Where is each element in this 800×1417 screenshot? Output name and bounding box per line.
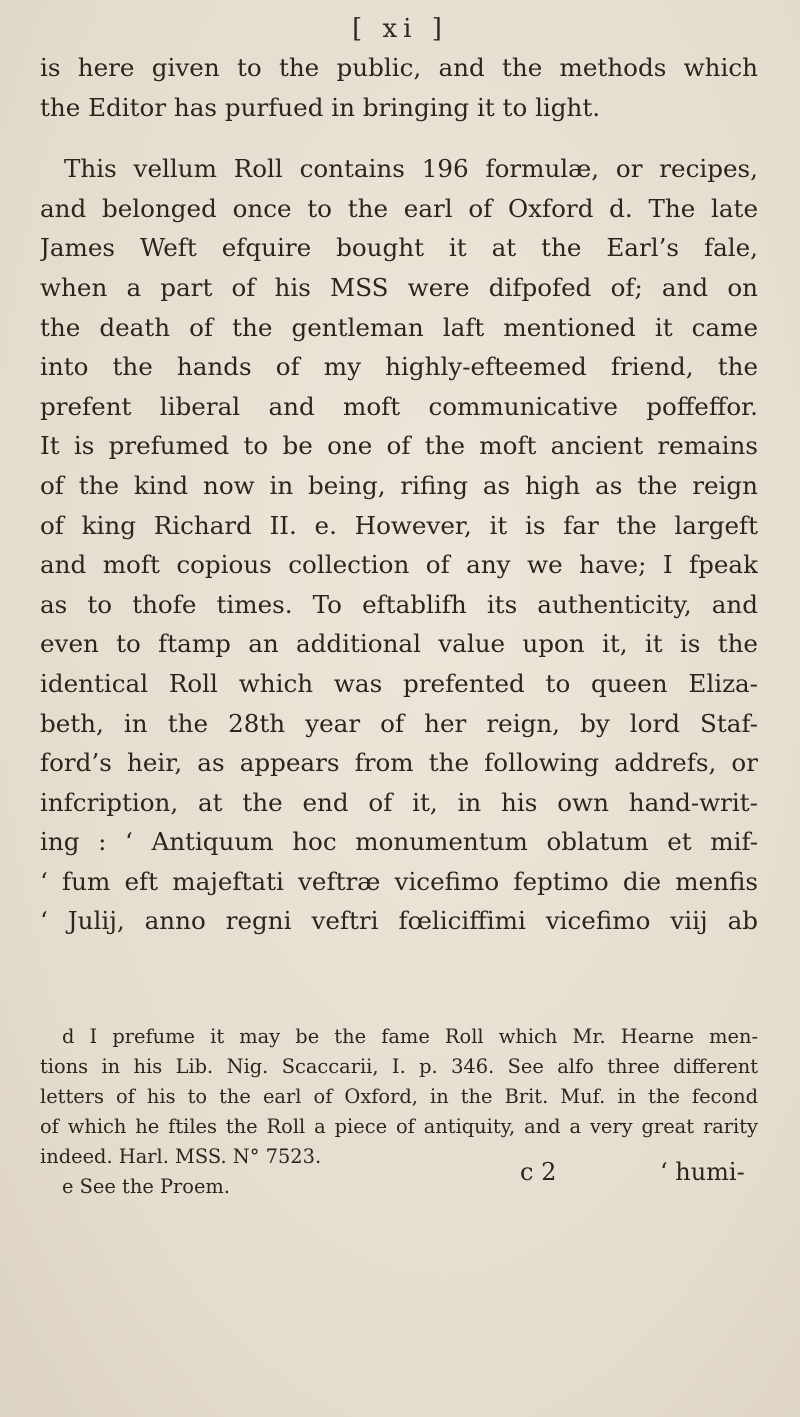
text-line: infcription, at the end of it, in his own hand-writ- xyxy=(40,787,758,817)
text-line: of king Richard II. e. However, it is far the largeft xyxy=(40,510,758,540)
text-line: beth, in the 28th year of her reign, by lord Staf- xyxy=(40,708,758,738)
footnote-line: indeed. Harl. MSS. N° 7523. xyxy=(40,1145,322,1168)
footnote-line: tions in his Lib. Nig. Scaccarii, I. p. 346. See alfo three different xyxy=(40,1055,758,1078)
text-line: and belonged once to the earl of Oxford d. The late xyxy=(40,193,758,223)
text-line: identical Roll which was prefented to queen Eliza- xyxy=(40,668,758,698)
text-line: the death of the gentleman laft mentioned it came xyxy=(40,312,758,342)
text-line: prefent liberal and moft communicative poffeffor. xyxy=(40,391,758,421)
text-line: James Weft efquire bought it at the Earl’s fale, xyxy=(40,233,758,263)
footnote-line: letters of his to the earl of Oxford, in the Brit. Muf. in the fecond xyxy=(40,1085,758,1108)
text-line: ‘ fum eft majeftati veftræ vicefimo feptimo die menfis xyxy=(40,866,758,896)
text-line: ford’s heir, as appears from the following addrefs, or xyxy=(40,748,758,778)
text-line: when a part of his MSS were difpofed of; and on xyxy=(40,272,758,302)
text-line: of the kind now in being, rifing as high as the reign xyxy=(40,470,758,500)
catchword: ‘ humi- xyxy=(660,1158,745,1186)
text-line: is here given to the public, and the methods which xyxy=(40,53,758,82)
text-line: as to thofe times. To eftablifh its authenticity, and xyxy=(40,589,758,619)
text-line: ‘ Julij, anno regni veftri fœliciffimi vicefimo viij ab xyxy=(40,906,758,936)
text-line: and moft copious collection of any we have; I fpeak xyxy=(40,550,758,580)
main-text xyxy=(40,48,758,941)
footnote-line: d I prefume it may be the fame Roll which Mr. Hearne men- xyxy=(62,1025,758,1048)
text-line: even to ftamp an additional value upon it, it is the xyxy=(40,629,758,659)
text-line: the Editor has purfued in bringing it to light. xyxy=(40,92,601,122)
text-line: This vellum Roll contains 196 formulæ, or recipes, xyxy=(64,154,758,184)
footnote-line: e See the Proem. xyxy=(62,1175,230,1198)
page-number: [ xi ] xyxy=(352,14,448,44)
page-footer xyxy=(0,1158,800,1190)
text-line: It is prefumed to be one of the moft ancient remains xyxy=(40,431,758,461)
footnote-line: of which he ftiles the Roll a piece of antiquity, and a very great rarity xyxy=(40,1115,758,1138)
signature-mark: c 2 xyxy=(520,1158,557,1186)
text-line: ing : ‘ Antiquum hoc monumentum oblatum et mif- xyxy=(40,827,758,857)
text-line: into the hands of my highly-efteemed friend, the xyxy=(40,352,758,382)
